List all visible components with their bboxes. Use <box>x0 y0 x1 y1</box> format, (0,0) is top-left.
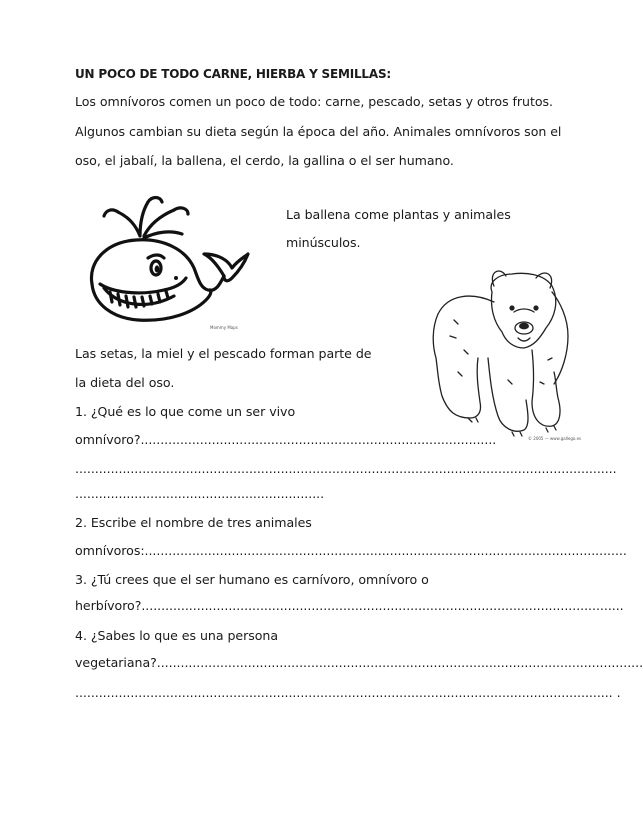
bear-credit: © 2005 — www.gallego.es <box>528 436 582 441</box>
question-2-line-1: 2. Escribe el nombre de tres animales <box>75 515 312 530</box>
question-1-answer-line-2: ......................................................................................................................................... <box>75 461 617 476</box>
whale-credit: Mommy Maps <box>210 325 238 330</box>
whale-caption-line-1: La ballena come plantas y animales <box>286 207 511 222</box>
question-3-line-1: 3. ¿Tú crees que el ser humano es carnívoro, omnívoro o <box>75 572 429 587</box>
whale-caption-line-2: minúsculos. <box>286 235 361 250</box>
question-4-answer-line-1: vegetariana?........................................................................................................................... <box>75 655 643 670</box>
intro-line-3: oso, el jabalí, la ballena, el cerdo, la gallina o el ser humano. <box>75 153 454 168</box>
question-1-answer-line-1: omnívoro?.......................................................................................... <box>75 432 497 447</box>
intro-line-2: Algunos cambian su dieta según la época del año. Animales omnívoros son el <box>75 124 562 139</box>
whale-illustration <box>78 192 250 332</box>
bear-caption-line-2: la dieta del oso. <box>75 375 175 390</box>
question-4-answer-line-2: ........................................................................................................................................ . <box>75 685 621 700</box>
bear-caption-line-1: Las setas, la miel y el pescado forman parte de <box>75 346 372 361</box>
intro-line-1: Los omnívoros comen un poco de todo: carne, pescado, setas y otros frutos. <box>75 94 553 109</box>
worksheet-title: UN POCO DE TODO CARNE, HIERBA Y SEMILLAS: <box>75 67 392 81</box>
question-1-line-1: 1. ¿Qué es lo que come un ser vivo <box>75 404 296 419</box>
question-2-answer-line: omnívoros:.......................................................................................................................... <box>75 543 627 558</box>
question-3-answer-line: herbívoro?.......................................................................................................................... <box>75 598 624 613</box>
bear-illustration <box>428 262 573 440</box>
question-1-answer-line-3: ............................................................... <box>75 486 325 501</box>
question-4-line-1: 4. ¿Sabes lo que es una persona <box>75 628 278 643</box>
